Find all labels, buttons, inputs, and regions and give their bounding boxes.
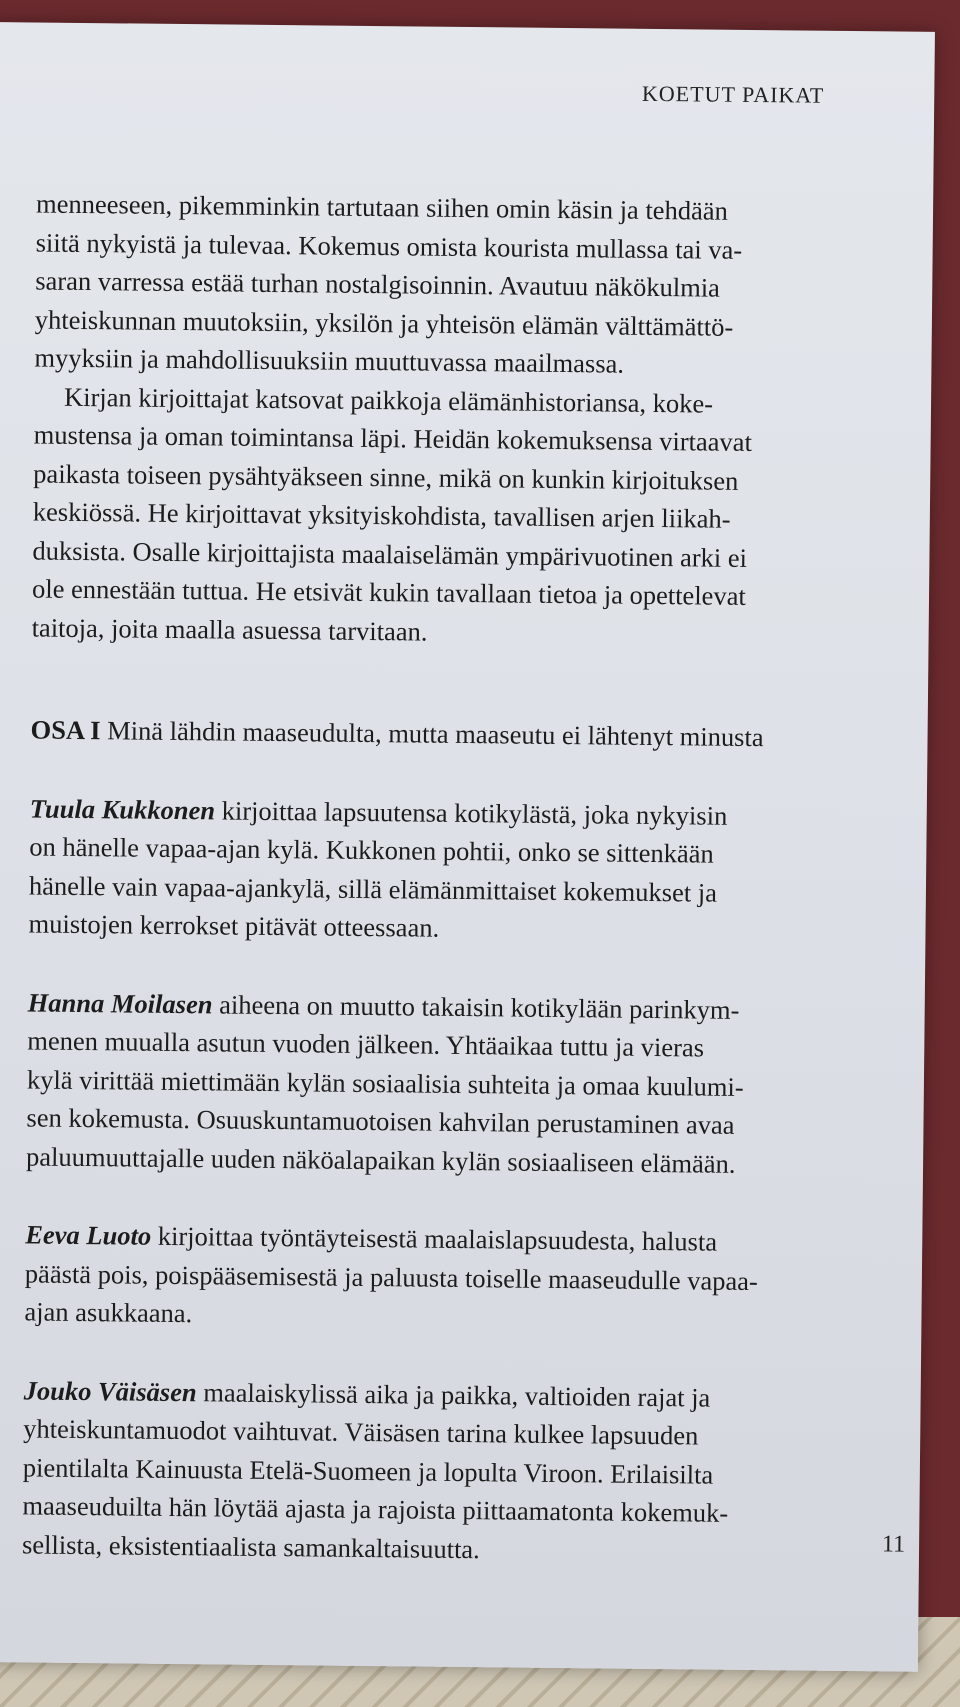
text-line: siitä nykyistä ja tulevaa. Kokemus omista kourista mullassa tai va-: [35, 226, 743, 265]
text-line: duksista. Osalle kirjoittajista maalaiselämän ympärivuotinen arki ei: [32, 534, 748, 573]
text-line: hänelle vain vapaa-ajankylä, sillä elämänmittaiset kokemukset ja: [28, 869, 718, 908]
text-line: ajan asukkaana.: [24, 1296, 193, 1329]
entry-paragraph: [26, 983, 828, 1184]
text-line: on hänelle vapaa-ajan kylä. Kukkonen pohtii, onko se sittenkään: [29, 831, 714, 869]
entry-paragraph: [22, 1371, 824, 1572]
text-line: taitoja, joita maalla asuessa tarvitaan.: [31, 611, 428, 647]
page-number: 11: [881, 1531, 906, 1558]
text-line: Kirjan kirjoittajat katsovat paikkoja elämänhistoriansa, koke-: [63, 381, 714, 419]
text-line: ole ennestään tuttua. He etsivät kukin tavallaan tietoa ja opettelevat: [31, 573, 746, 611]
text-line: sellista, eksistentiaalista samankaltaisuutta.: [21, 1528, 480, 1564]
text-line: yhteiskuntamuodot vaihtuvat. Väisäsen tarina kulkee lapsuuden: [23, 1413, 699, 1451]
entries-list: [22, 749, 830, 1572]
text-line: mustensa ja oman toimintansa läpi. Heidän kokemuksensa virtaavat: [33, 419, 753, 458]
text-line: muistojen kerrokset pitävät otteessaan.: [28, 908, 440, 943]
text-line: paluumuuttajalle uuden näköalapaikan kylän sosiaaliseen elämään.: [25, 1140, 736, 1179]
section-title: Minä lähdin maaseudulta, mutta maaseutu ei lähtenyt minusta: [100, 715, 764, 753]
entry-paragraph: [24, 1215, 825, 1339]
text-line: kylä virittää miettimään kylän sosiaalisia suhteita ja omaa kuulumi-: [26, 1063, 744, 1102]
intro-paragraph-2: [31, 377, 834, 655]
entry-text: kirjoittaa työntäyteisestä maalaislapsuudesta, halusta: [151, 1220, 718, 1257]
book-page: [0, 22, 935, 1672]
section-label: OSA I: [30, 714, 101, 746]
text-line: myyksiin ja mahdollisuuksiin muuttuvassa maailmassa.: [34, 342, 625, 379]
entry-paragraph: [28, 789, 830, 951]
author-name: Hanna Moilasen: [27, 986, 213, 1019]
text-line: sen kokemusta. Osuuskuntamuotoisen kahvilan perustaminen avaa: [26, 1102, 735, 1140]
intro-paragraph-1: [34, 184, 836, 385]
entry-text: kirjoittaa lapsuutensa kotikylästä, joka nykyisin: [214, 794, 728, 831]
entry-text: aiheena on muutto takaisin kotikylään parinkym-: [212, 988, 740, 1025]
text-line: menneeseen, pikemminkin tartutaan siihen omin käsin ja tehdään: [35, 188, 728, 226]
running-header: KOETUT PAIKAT: [641, 80, 825, 108]
text-line: keskiössä. He kirjoittavat yksityiskohdista, tavallisen arjen liikah-: [32, 496, 731, 534]
text-line: maaseuduilta hän löytää ajasta ja rajoista piittaamatonta kokemuk-: [22, 1490, 729, 1528]
text-line: menen muualla asutun vuoden jälkeen. Yhtäaikaa tuttu ja vieras: [27, 1025, 705, 1063]
text-line: saran varressa estää turhan nostalgisoinnin. Avautuu näkökulmia: [35, 265, 721, 303]
author-name: Jouko Väisäsen: [23, 1374, 197, 1407]
text-line: pientilalta Kainuusta Etelä-Suomeen ja lopulta Viroon. Erilaisilta: [22, 1451, 714, 1490]
text-line: yhteiskunnan muutoksiin, yksilön ja yhteisön elämän välttämättö-: [34, 303, 734, 342]
entry-text: maalaiskylissä aika ja paikka, valtioiden rajat ja: [196, 1376, 711, 1413]
author-name: Eeva Luoto: [25, 1219, 152, 1251]
text-line: päästä pois, poispääsemisestä ja paluusta toiselle maaseudulle vapaa-: [24, 1257, 758, 1296]
page-body: [22, 184, 836, 1571]
text-line: paikasta toiseen pysähtyäkseen sinne, mikä on kunkin kirjoituksen: [33, 457, 739, 496]
author-name: Tuula Kukkonen: [29, 792, 216, 825]
